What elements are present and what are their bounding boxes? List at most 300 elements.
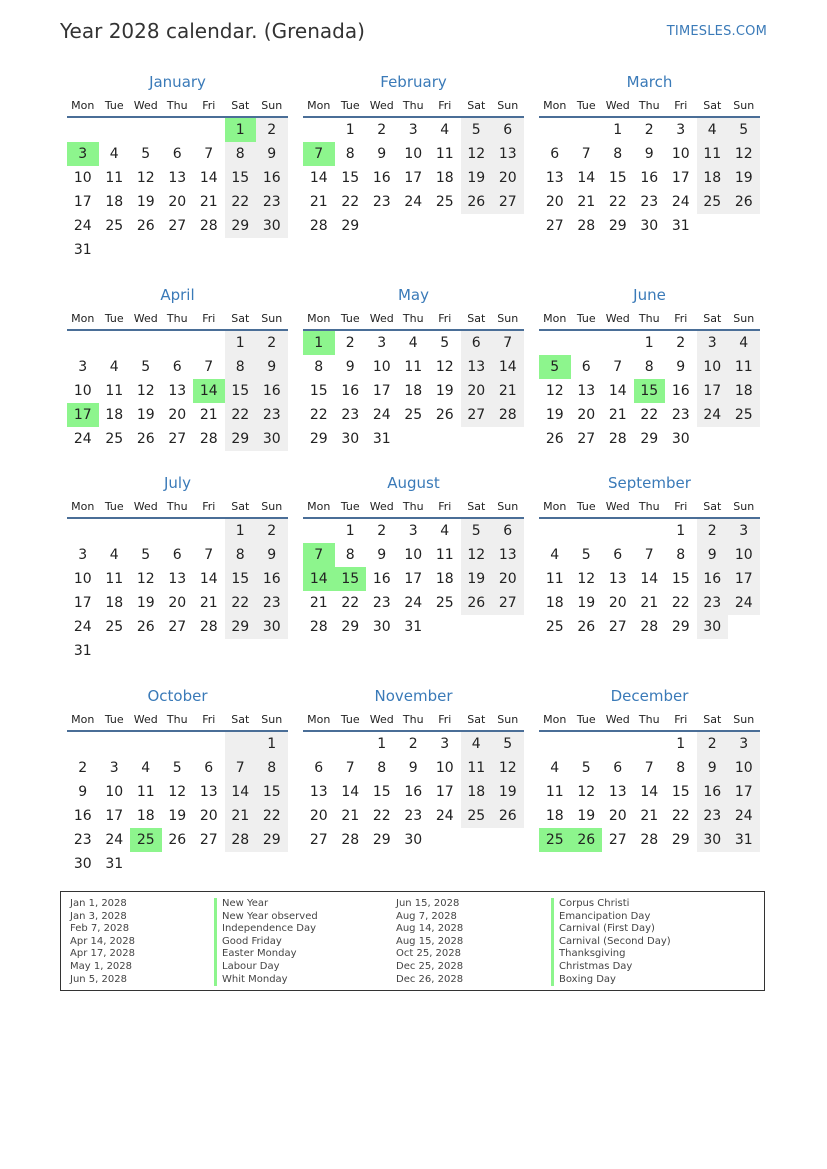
day-cell[interactable]: 11 — [728, 355, 760, 379]
day-cell[interactable]: 30 — [404, 832, 423, 848]
day-cell[interactable]: 18 — [105, 194, 124, 210]
day-cell[interactable]: 19 — [168, 808, 187, 824]
day-cell[interactable]: 27 — [168, 431, 187, 447]
day-cell[interactable]: 19 — [136, 595, 155, 611]
day-cell[interactable]: 25 — [105, 218, 124, 234]
day-cell[interactable]: 27 — [168, 619, 187, 635]
day-cell[interactable]: 29 — [225, 427, 257, 451]
holiday-day-cell[interactable]: 26 — [571, 828, 603, 852]
day-cell[interactable]: 18 — [697, 166, 729, 190]
day-cell[interactable]: 2 — [676, 335, 686, 351]
day-cell[interactable]: 6 — [461, 331, 493, 355]
day-cell[interactable]: 29 — [256, 828, 288, 852]
day-cell[interactable]: 13 — [168, 383, 187, 399]
day-cell[interactable]: 7 — [204, 547, 214, 563]
day-cell[interactable]: 20 — [309, 808, 328, 824]
day-cell[interactable]: 30 — [640, 218, 659, 234]
day-cell[interactable]: 4 — [461, 732, 493, 756]
day-cell[interactable]: 18 — [435, 170, 454, 186]
day-cell[interactable]: 26 — [492, 804, 524, 828]
day-cell[interactable]: 8 — [225, 142, 257, 166]
day-cell[interactable]: 6 — [204, 760, 214, 776]
day-cell[interactable]: 20 — [461, 379, 493, 403]
day-cell[interactable]: 24 — [671, 194, 690, 210]
day-cell[interactable]: 17 — [372, 383, 391, 399]
day-cell[interactable]: 22 — [225, 591, 257, 615]
day-cell[interactable]: 24 — [372, 407, 391, 423]
day-cell[interactable]: 22 — [341, 595, 360, 611]
day-cell[interactable]: 7 — [204, 359, 214, 375]
day-cell[interactable]: 28 — [640, 832, 659, 848]
day-cell[interactable]: 22 — [341, 194, 360, 210]
day-cell[interactable]: 4 — [697, 118, 729, 142]
day-cell[interactable]: 19 — [492, 780, 524, 804]
day-cell[interactable]: 30 — [256, 214, 288, 238]
day-cell[interactable]: 13 — [199, 784, 218, 800]
day-cell[interactable]: 16 — [341, 383, 360, 399]
day-cell[interactable]: 13 — [608, 784, 627, 800]
day-cell[interactable]: 19 — [728, 166, 760, 190]
day-cell[interactable]: 16 — [256, 166, 288, 190]
day-cell[interactable]: 23 — [256, 190, 288, 214]
day-cell[interactable]: 24 — [728, 591, 760, 615]
day-cell[interactable]: 23 — [341, 407, 360, 423]
day-cell[interactable]: 1 — [225, 331, 257, 355]
day-cell[interactable]: 15 — [225, 567, 257, 591]
day-cell[interactable]: 26 — [136, 431, 155, 447]
day-cell[interactable]: 30 — [341, 431, 360, 447]
day-cell[interactable]: 31 — [73, 643, 92, 659]
day-cell[interactable]: 25 — [697, 190, 729, 214]
day-cell[interactable]: 2 — [697, 519, 729, 543]
day-cell[interactable]: 6 — [172, 359, 182, 375]
day-cell[interactable]: 25 — [545, 619, 564, 635]
day-cell[interactable]: 20 — [168, 595, 187, 611]
day-cell[interactable]: 23 — [697, 804, 729, 828]
day-cell[interactable]: 11 — [105, 571, 124, 587]
day-cell[interactable]: 21 — [608, 407, 627, 423]
day-cell[interactable]: 3 — [728, 519, 760, 543]
day-cell[interactable]: 11 — [105, 170, 124, 186]
day-cell[interactable]: 4 — [440, 523, 450, 539]
day-cell[interactable]: 22 — [225, 190, 257, 214]
day-cell[interactable]: 3 — [697, 331, 729, 355]
day-cell[interactable]: 11 — [404, 359, 423, 375]
day-cell[interactable]: 15 — [225, 379, 257, 403]
day-cell[interactable]: 12 — [435, 359, 454, 375]
day-cell[interactable]: 18 — [545, 808, 564, 824]
day-cell[interactable]: 5 — [172, 760, 182, 776]
holiday-day-cell[interactable]: 17 — [67, 403, 99, 427]
day-cell[interactable]: 21 — [577, 194, 596, 210]
day-cell[interactable]: 18 — [105, 407, 124, 423]
day-cell[interactable]: 3 — [408, 523, 418, 539]
day-cell[interactable]: 10 — [728, 543, 760, 567]
day-cell[interactable]: 22 — [372, 808, 391, 824]
day-cell[interactable]: 6 — [492, 519, 524, 543]
day-cell[interactable]: 6 — [613, 547, 623, 563]
day-cell[interactable]: 14 — [608, 383, 627, 399]
day-cell[interactable]: 8 — [225, 355, 257, 379]
holiday-day-cell[interactable]: 15 — [634, 379, 666, 403]
day-cell[interactable]: 21 — [199, 407, 218, 423]
day-cell[interactable]: 13 — [309, 784, 328, 800]
day-cell[interactable]: 14 — [492, 355, 524, 379]
day-cell[interactable]: 24 — [404, 194, 423, 210]
day-cell[interactable]: 28 — [309, 619, 328, 635]
day-cell[interactable]: 2 — [256, 118, 288, 142]
day-cell[interactable]: 12 — [461, 142, 493, 166]
day-cell[interactable]: 23 — [697, 591, 729, 615]
day-cell[interactable]: 17 — [73, 595, 92, 611]
day-cell[interactable]: 28 — [341, 832, 360, 848]
day-cell[interactable]: 4 — [109, 359, 119, 375]
day-cell[interactable]: 28 — [640, 619, 659, 635]
day-cell[interactable]: 1 — [377, 736, 387, 752]
day-cell[interactable]: 14 — [225, 780, 257, 804]
day-cell[interactable]: 19 — [435, 383, 454, 399]
day-cell[interactable]: 17 — [404, 571, 423, 587]
day-cell[interactable]: 23 — [372, 595, 391, 611]
day-cell[interactable]: 3 — [377, 335, 387, 351]
day-cell[interactable]: 16 — [372, 571, 391, 587]
day-cell[interactable]: 7 — [644, 547, 654, 563]
day-cell[interactable]: 2 — [345, 335, 355, 351]
day-cell[interactable]: 12 — [545, 383, 564, 399]
day-cell[interactable]: 9 — [78, 784, 88, 800]
day-cell[interactable]: 22 — [671, 595, 690, 611]
day-cell[interactable]: 6 — [492, 118, 524, 142]
day-cell[interactable]: 9 — [644, 146, 654, 162]
day-cell[interactable]: 9 — [408, 760, 418, 776]
day-cell[interactable]: 30 — [73, 856, 92, 872]
day-cell[interactable]: 27 — [545, 218, 564, 234]
day-cell[interactable]: 23 — [671, 407, 690, 423]
day-cell[interactable]: 27 — [608, 832, 627, 848]
day-cell[interactable]: 2 — [697, 732, 729, 756]
day-cell[interactable]: 17 — [671, 170, 690, 186]
day-cell[interactable]: 16 — [73, 808, 92, 824]
day-cell[interactable]: 8 — [377, 760, 387, 776]
day-cell[interactable]: 1 — [676, 523, 686, 539]
day-cell[interactable]: 12 — [136, 383, 155, 399]
day-cell[interactable]: 30 — [372, 619, 391, 635]
day-cell[interactable]: 16 — [640, 170, 659, 186]
day-cell[interactable]: 3 — [408, 122, 418, 138]
day-cell[interactable]: 6 — [172, 146, 182, 162]
day-cell[interactable]: 20 — [168, 194, 187, 210]
day-cell[interactable]: 5 — [141, 146, 151, 162]
day-cell[interactable]: 11 — [136, 784, 155, 800]
holiday-day-cell[interactable]: 1 — [303, 331, 335, 355]
day-cell[interactable]: 24 — [728, 804, 760, 828]
day-cell[interactable]: 9 — [256, 543, 288, 567]
day-cell[interactable]: 12 — [136, 571, 155, 587]
day-cell[interactable]: 10 — [73, 383, 92, 399]
day-cell[interactable]: 13 — [461, 355, 493, 379]
day-cell[interactable]: 18 — [728, 379, 760, 403]
day-cell[interactable]: 15 — [608, 170, 627, 186]
day-cell[interactable]: 9 — [377, 146, 387, 162]
day-cell[interactable]: 10 — [728, 756, 760, 780]
day-cell[interactable]: 9 — [676, 359, 686, 375]
holiday-day-cell[interactable]: 5 — [539, 355, 571, 379]
day-cell[interactable]: 4 — [408, 335, 418, 351]
day-cell[interactable]: 28 — [225, 828, 257, 852]
day-cell[interactable]: 4 — [550, 760, 560, 776]
day-cell[interactable]: 25 — [435, 194, 454, 210]
day-cell[interactable]: 28 — [608, 431, 627, 447]
day-cell[interactable]: 2 — [256, 519, 288, 543]
day-cell[interactable]: 7 — [204, 146, 214, 162]
day-cell[interactable]: 9 — [256, 355, 288, 379]
day-cell[interactable]: 18 — [435, 571, 454, 587]
day-cell[interactable]: 8 — [345, 146, 355, 162]
day-cell[interactable]: 27 — [309, 832, 328, 848]
day-cell[interactable]: 28 — [199, 431, 218, 447]
day-cell[interactable]: 27 — [608, 619, 627, 635]
holiday-day-cell[interactable]: 25 — [130, 828, 162, 852]
day-cell[interactable]: 29 — [608, 218, 627, 234]
day-cell[interactable]: 10 — [404, 146, 423, 162]
day-cell[interactable]: 25 — [105, 431, 124, 447]
holiday-day-cell[interactable]: 25 — [539, 828, 571, 852]
day-cell[interactable]: 9 — [256, 142, 288, 166]
day-cell[interactable]: 3 — [78, 359, 88, 375]
day-cell[interactable]: 5 — [461, 519, 493, 543]
day-cell[interactable]: 14 — [577, 170, 596, 186]
day-cell[interactable]: 7 — [345, 760, 355, 776]
day-cell[interactable]: 20 — [492, 567, 524, 591]
day-cell[interactable]: 5 — [141, 547, 151, 563]
day-cell[interactable]: 12 — [136, 170, 155, 186]
day-cell[interactable]: 31 — [105, 856, 124, 872]
day-cell[interactable]: 10 — [404, 547, 423, 563]
day-cell[interactable]: 23 — [256, 403, 288, 427]
holiday-day-cell[interactable]: 14 — [193, 379, 225, 403]
day-cell[interactable]: 1 — [345, 523, 355, 539]
day-cell[interactable]: 5 — [581, 547, 591, 563]
day-cell[interactable]: 14 — [199, 571, 218, 587]
day-cell[interactable]: 30 — [697, 828, 729, 852]
day-cell[interactable]: 30 — [256, 615, 288, 639]
day-cell[interactable]: 29 — [225, 615, 257, 639]
day-cell[interactable]: 20 — [199, 808, 218, 824]
day-cell[interactable]: 3 — [109, 760, 119, 776]
day-cell[interactable]: 24 — [73, 431, 92, 447]
day-cell[interactable]: 2 — [377, 523, 387, 539]
day-cell[interactable]: 11 — [697, 142, 729, 166]
day-cell[interactable]: 6 — [314, 760, 324, 776]
day-cell[interactable]: 16 — [372, 170, 391, 186]
day-cell[interactable]: 26 — [577, 619, 596, 635]
day-cell[interactable]: 30 — [697, 615, 729, 639]
day-cell[interactable]: 13 — [492, 142, 524, 166]
day-cell[interactable]: 20 — [577, 407, 596, 423]
day-cell[interactable]: 17 — [435, 784, 454, 800]
day-cell[interactable]: 17 — [728, 567, 760, 591]
day-cell[interactable]: 10 — [697, 355, 729, 379]
day-cell[interactable]: 10 — [435, 760, 454, 776]
day-cell[interactable]: 23 — [256, 591, 288, 615]
day-cell[interactable]: 3 — [78, 547, 88, 563]
day-cell[interactable]: 17 — [73, 194, 92, 210]
day-cell[interactable]: 1 — [613, 122, 623, 138]
day-cell[interactable]: 22 — [309, 407, 328, 423]
day-cell[interactable]: 29 — [309, 431, 328, 447]
day-cell[interactable]: 24 — [73, 218, 92, 234]
day-cell[interactable]: 10 — [372, 359, 391, 375]
day-cell[interactable]: 26 — [435, 407, 454, 423]
day-cell[interactable]: 12 — [728, 142, 760, 166]
day-cell[interactable]: 25 — [105, 619, 124, 635]
day-cell[interactable]: 3 — [728, 732, 760, 756]
day-cell[interactable]: 23 — [73, 832, 92, 848]
day-cell[interactable]: 5 — [461, 118, 493, 142]
day-cell[interactable]: 22 — [256, 804, 288, 828]
day-cell[interactable]: 16 — [256, 379, 288, 403]
day-cell[interactable]: 4 — [440, 122, 450, 138]
day-cell[interactable]: 8 — [314, 359, 324, 375]
day-cell[interactable]: 27 — [168, 218, 187, 234]
day-cell[interactable]: 15 — [372, 784, 391, 800]
day-cell[interactable]: 22 — [608, 194, 627, 210]
day-cell[interactable]: 19 — [461, 567, 493, 591]
day-cell[interactable]: 21 — [341, 808, 360, 824]
day-cell[interactable]: 21 — [640, 595, 659, 611]
day-cell[interactable]: 9 — [697, 756, 729, 780]
day-cell[interactable]: 16 — [697, 780, 729, 804]
day-cell[interactable]: 24 — [105, 832, 124, 848]
day-cell[interactable]: 15 — [309, 383, 328, 399]
day-cell[interactable]: 24 — [697, 403, 729, 427]
day-cell[interactable]: 29 — [341, 218, 360, 234]
day-cell[interactable]: 14 — [309, 170, 328, 186]
day-cell[interactable]: 15 — [671, 784, 690, 800]
day-cell[interactable]: 1 — [345, 122, 355, 138]
day-cell[interactable]: 18 — [404, 383, 423, 399]
day-cell[interactable]: 10 — [671, 146, 690, 162]
day-cell[interactable]: 1 — [256, 732, 288, 756]
day-cell[interactable]: 5 — [581, 760, 591, 776]
day-cell[interactable]: 1 — [225, 519, 257, 543]
day-cell[interactable]: 15 — [341, 170, 360, 186]
day-cell[interactable]: 31 — [728, 828, 760, 852]
day-cell[interactable]: 21 — [492, 379, 524, 403]
holiday-day-cell[interactable]: 1 — [225, 118, 257, 142]
day-cell[interactable]: 13 — [577, 383, 596, 399]
day-cell[interactable]: 11 — [435, 547, 454, 563]
day-cell[interactable]: 17 — [728, 780, 760, 804]
day-cell[interactable]: 25 — [728, 403, 760, 427]
day-cell[interactable]: 26 — [461, 591, 493, 615]
day-cell[interactable]: 31 — [671, 218, 690, 234]
day-cell[interactable]: 14 — [640, 571, 659, 587]
day-cell[interactable]: 6 — [613, 760, 623, 776]
day-cell[interactable]: 19 — [461, 166, 493, 190]
day-cell[interactable]: 12 — [577, 571, 596, 587]
day-cell[interactable]: 28 — [577, 218, 596, 234]
day-cell[interactable]: 7 — [644, 760, 654, 776]
day-cell[interactable]: 24 — [435, 808, 454, 824]
day-cell[interactable]: 19 — [545, 407, 564, 423]
day-cell[interactable]: 20 — [492, 166, 524, 190]
day-cell[interactable]: 21 — [199, 595, 218, 611]
day-cell[interactable]: 31 — [372, 431, 391, 447]
day-cell[interactable]: 31 — [404, 619, 423, 635]
day-cell[interactable]: 13 — [545, 170, 564, 186]
day-cell[interactable]: 29 — [671, 619, 690, 635]
day-cell[interactable]: 11 — [461, 756, 493, 780]
day-cell[interactable]: 26 — [136, 218, 155, 234]
day-cell[interactable]: 31 — [73, 242, 92, 258]
day-cell[interactable]: 29 — [225, 214, 257, 238]
day-cell[interactable]: 7 — [225, 756, 257, 780]
day-cell[interactable]: 21 — [225, 804, 257, 828]
day-cell[interactable]: 9 — [697, 543, 729, 567]
day-cell[interactable]: 15 — [671, 571, 690, 587]
holiday-day-cell[interactable]: 7 — [303, 543, 335, 567]
holiday-day-cell[interactable]: 3 — [67, 142, 99, 166]
day-cell[interactable]: 29 — [341, 619, 360, 635]
day-cell[interactable]: 11 — [435, 146, 454, 162]
day-cell[interactable]: 8 — [345, 547, 355, 563]
day-cell[interactable]: 27 — [492, 591, 524, 615]
day-cell[interactable]: 21 — [309, 194, 328, 210]
day-cell[interactable]: 18 — [461, 780, 493, 804]
day-cell[interactable]: 13 — [492, 543, 524, 567]
day-cell[interactable]: 10 — [73, 571, 92, 587]
day-cell[interactable]: 2 — [78, 760, 88, 776]
day-cell[interactable]: 25 — [404, 407, 423, 423]
day-cell[interactable]: 6 — [581, 359, 591, 375]
day-cell[interactable]: 21 — [640, 808, 659, 824]
day-cell[interactable]: 22 — [671, 808, 690, 824]
day-cell[interactable]: 26 — [728, 190, 760, 214]
day-cell[interactable]: 8 — [644, 359, 654, 375]
day-cell[interactable]: 28 — [199, 218, 218, 234]
day-cell[interactable]: 26 — [168, 832, 187, 848]
day-cell[interactable]: 28 — [199, 619, 218, 635]
day-cell[interactable]: 24 — [404, 595, 423, 611]
day-cell[interactable]: 22 — [225, 403, 257, 427]
day-cell[interactable]: 3 — [440, 736, 450, 752]
day-cell[interactable]: 4 — [141, 760, 151, 776]
day-cell[interactable]: 17 — [105, 808, 124, 824]
day-cell[interactable]: 4 — [550, 547, 560, 563]
day-cell[interactable]: 14 — [199, 170, 218, 186]
day-cell[interactable]: 11 — [545, 784, 564, 800]
day-cell[interactable]: 16 — [671, 383, 690, 399]
site-name[interactable]: TIMESLES.COM — [666, 24, 767, 39]
day-cell[interactable]: 9 — [377, 547, 387, 563]
day-cell[interactable]: 25 — [461, 804, 493, 828]
day-cell[interactable]: 5 — [141, 359, 151, 375]
day-cell[interactable]: 16 — [697, 567, 729, 591]
day-cell[interactable]: 10 — [73, 170, 92, 186]
holiday-day-cell[interactable]: 7 — [303, 142, 335, 166]
day-cell[interactable]: 7 — [581, 146, 591, 162]
day-cell[interactable]: 29 — [372, 832, 391, 848]
day-cell[interactable]: 19 — [577, 808, 596, 824]
day-cell[interactable]: 13 — [608, 571, 627, 587]
day-cell[interactable]: 27 — [492, 190, 524, 214]
day-cell[interactable]: 8 — [256, 756, 288, 780]
day-cell[interactable]: 5 — [492, 732, 524, 756]
holiday-day-cell[interactable]: 14 — [303, 567, 335, 591]
day-cell[interactable]: 20 — [545, 194, 564, 210]
day-cell[interactable]: 4 — [109, 146, 119, 162]
